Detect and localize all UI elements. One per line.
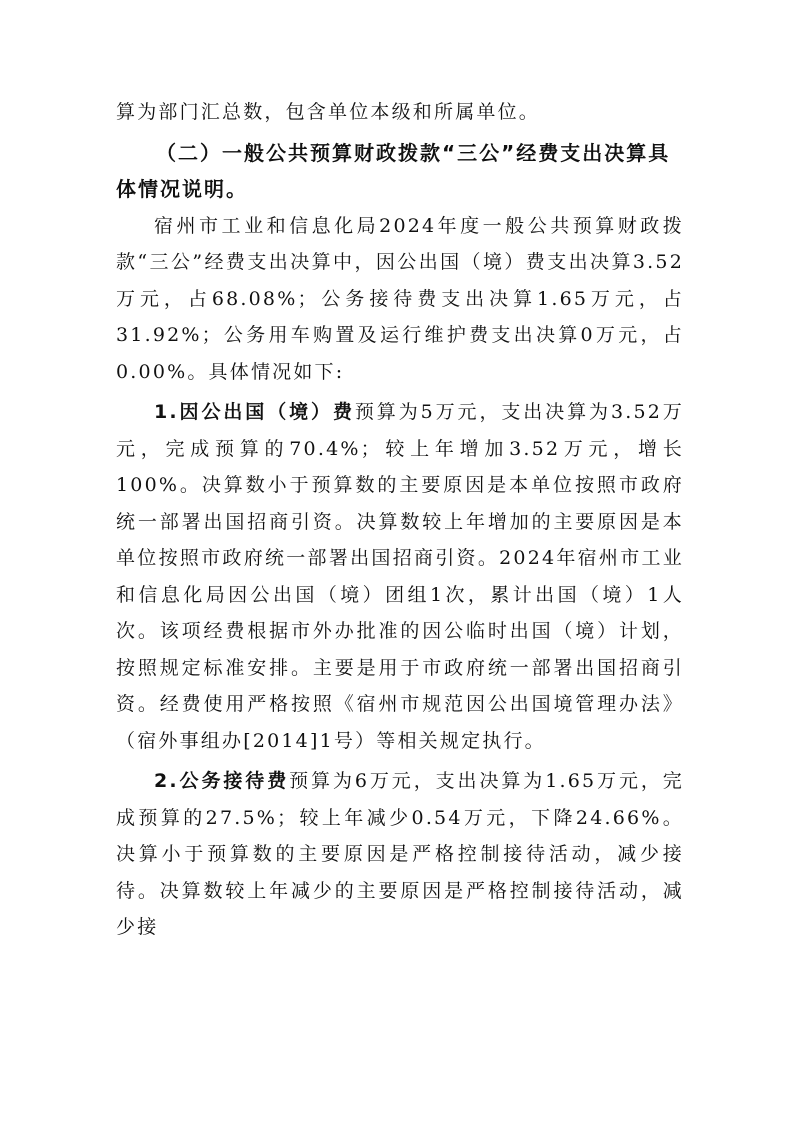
continued-paragraph: 算为部门汇总数，包含单位本级和所属单位。 [116, 101, 541, 123]
item-2-label: 2.公务接待费 [154, 770, 290, 792]
item-2-text: 预算为6万元，支出决算为1.65万元，完成预算的27.5%；较上年减少0.54万元，下降24.66%。决算小于预算数的主要原因是严格控制接待活动，减少接待。决算数较上年减少的主要原因是严格控制接待活动，减少接 [116, 770, 684, 938]
item-1-text: 预算为5万元，支出决算为3.52万元，完成预算的70.4%；较上年增加3.52万元，增长100%。决算数小于预算数的主要原因是本单位按照市政府统一部署出国招商引资。决算数较上年增加的主要原因是本单位按照市政府统一部署出国招商引资。2024年宿州市工业和信息化局因公出国（境）团组1次，累计出国（境）1人次。该项经费根据市外办批准的因公临时出国（境）计划，按照规定标准安排。主要是用于市政府统一部署出国招商引资。经费使用严格按照《宿州市规范因公出国境管理办法》（宿外事组办[2014]1号）等相关规定执行。 [116, 401, 684, 752]
item-1-paragraph [116, 394, 684, 759]
section-heading: （二）一般公共预算财政拨款“三公”经费支出决算具体情况说明。 [116, 140, 671, 201]
item-1-label: 1.因公出国（境）费 [154, 401, 355, 423]
document-body [116, 94, 684, 946]
item-2-paragraph [116, 763, 684, 946]
summary-paragraph: 宿州市工业和信息化局2024年度一般公共预算财政拨款“三公”经费支出决算中，因公出国（境）费支出决算3.52万元，占68.08%；公务接待费支出决算1.65万元，占31.92%；公务用车购置及运行维护费支出决算0万元，占0.00%。具体情况如下: [116, 214, 684, 383]
